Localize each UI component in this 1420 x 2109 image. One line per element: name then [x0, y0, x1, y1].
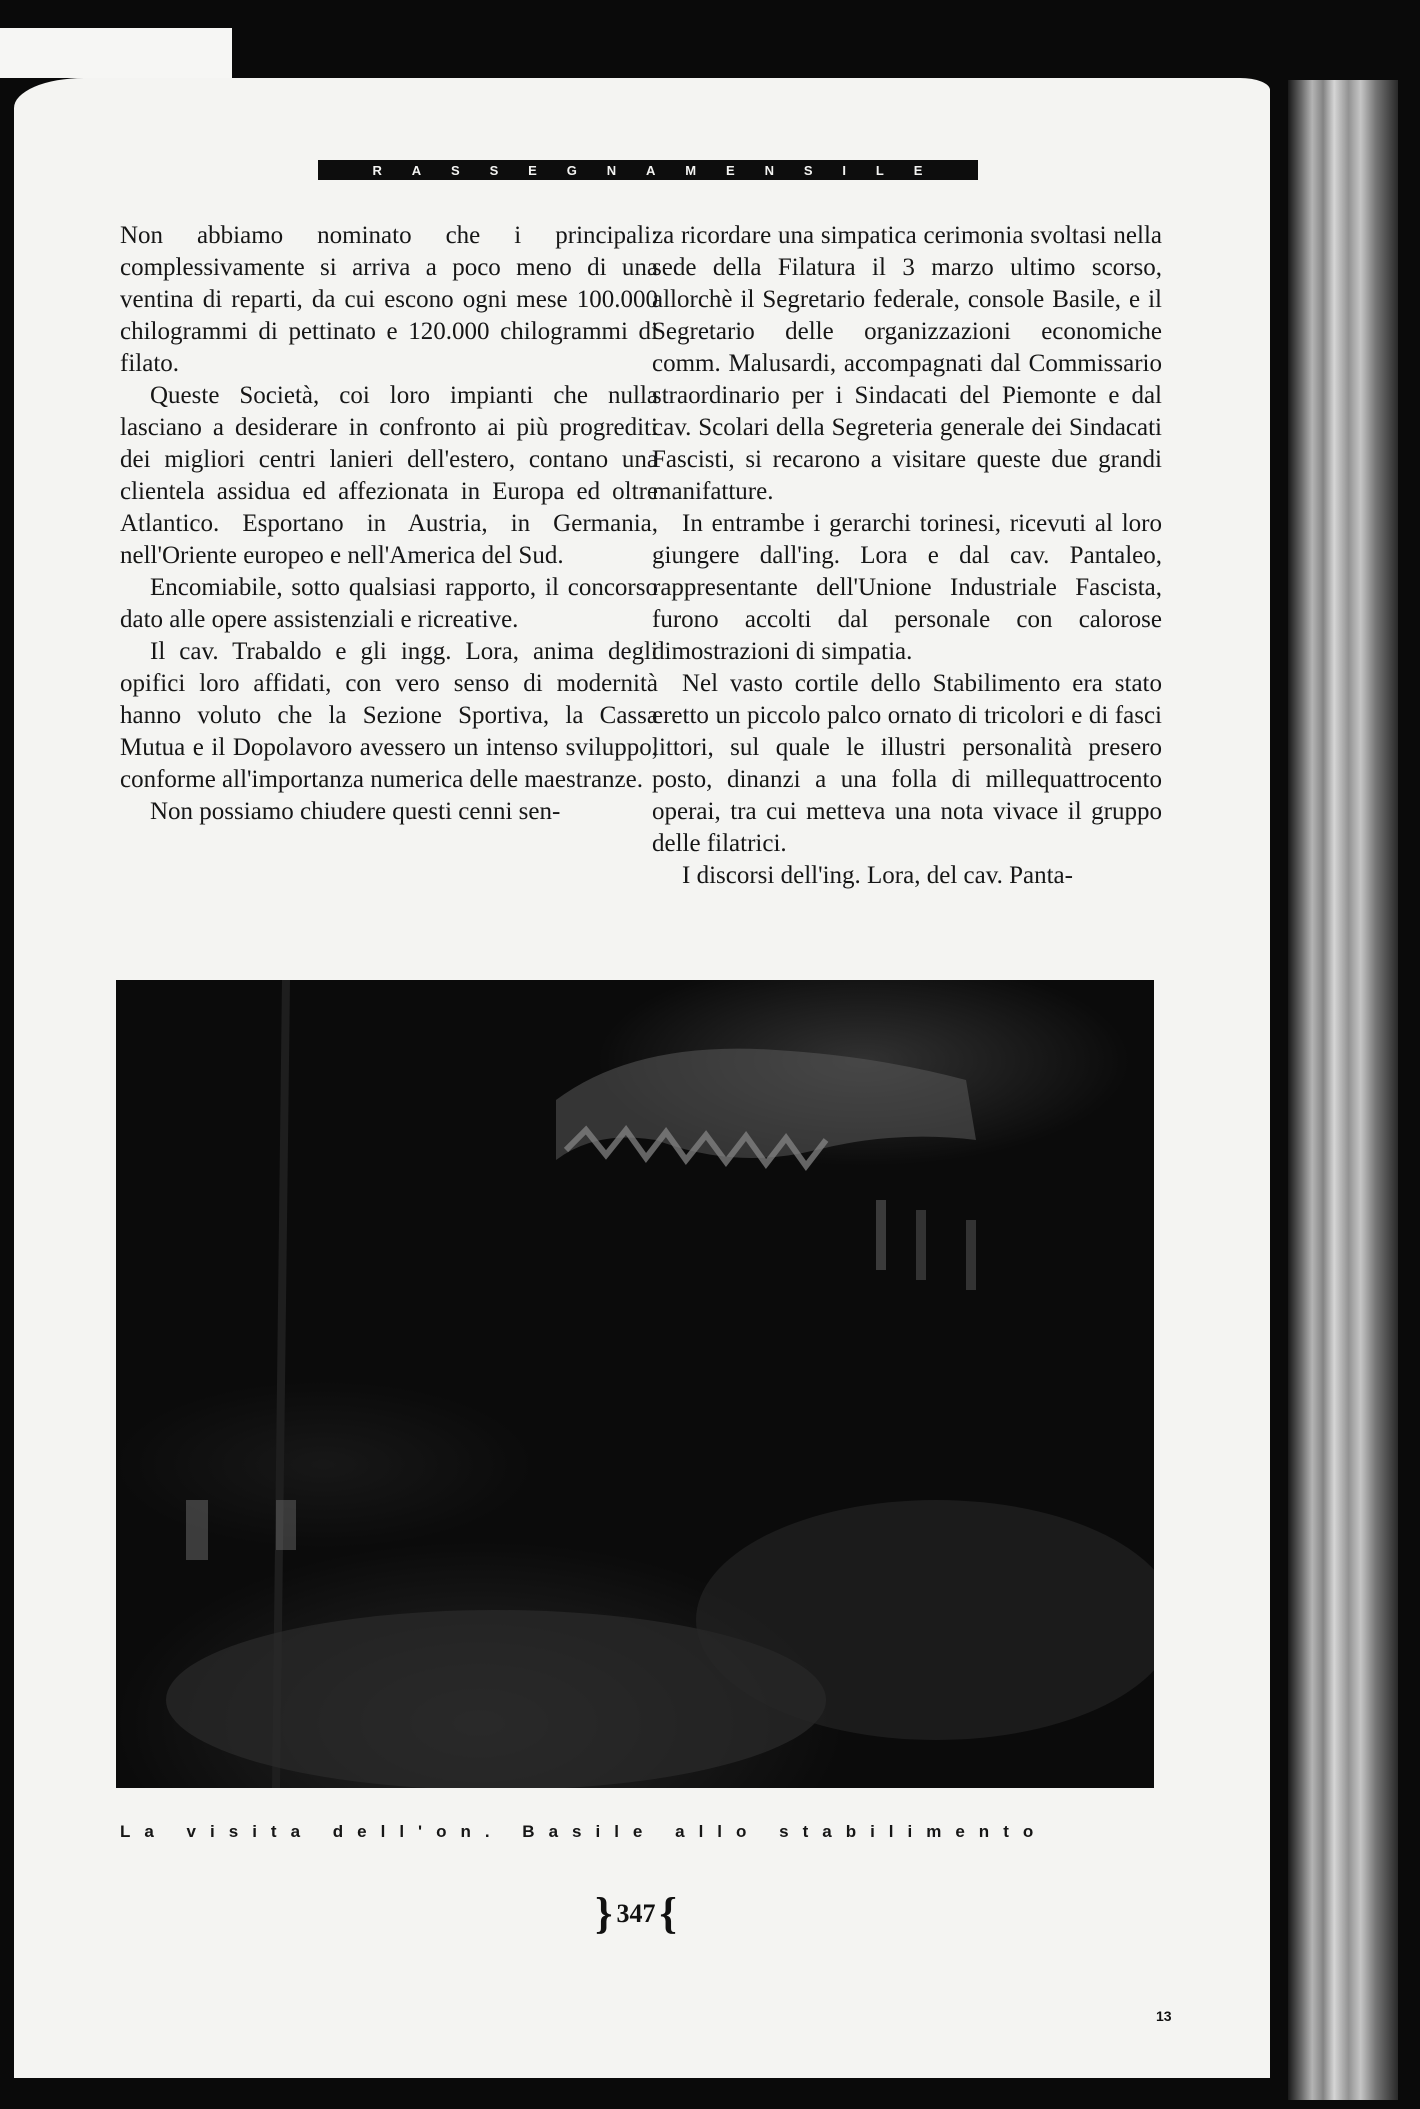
- running-head: [318, 160, 978, 180]
- running-head-letter: E: [528, 162, 538, 178]
- running-head-letter: A: [645, 162, 657, 178]
- right-text-column: [652, 220, 1162, 892]
- paragraph: Queste Società, coi loro impianti che nulla lasciano a desiderare in confronto ai più progrediti dei migliori centri lanieri dell'estero, contano una clientela assidua ed affezionata in Europa ed oltre Atlantico. Esportano in Austria, in Germania, nell'Oriente europeo e nell'America del Sud.: [120, 382, 658, 569]
- figure: [186, 1500, 208, 1560]
- running-head-letter: E: [726, 162, 736, 178]
- left-brace-ornament: }: [595, 1889, 613, 1938]
- paragraph: In entrambe i gerarchi torinesi, ricevuti al loro giungere dall'ing. Lora e dal cav. Pantaleo, rappresentante dell'Unione Industriale Fascista, furono accolti dal personale con calorose dimostrazioni di simpatia.: [652, 510, 1162, 665]
- paragraph: Encomiabile, sotto qualsiasi rapporto, il concorso dato alle opere assistenziali e ricreative.: [120, 574, 658, 633]
- paragraph: Il cav. Trabaldo e gli ingg. Lora, anima degli opifici loro affidati, con vero senso di modernità hanno voluto che la Sezione Sportiva, la Cassa Mutua e il Dopolavoro avessero un intenso sviluppo, conforme all'importanza numerica delle maestranze.: [120, 638, 658, 793]
- figure: [276, 1500, 296, 1550]
- flag: [916, 1210, 926, 1280]
- book-spine-edge: [1288, 80, 1398, 2100]
- flag: [966, 1220, 976, 1290]
- photo-caption: La visita dell'on. Basile allo stabilimento: [120, 1822, 1048, 1841]
- running-head-letter: I: [842, 162, 848, 178]
- running-head-letter: R: [372, 162, 383, 178]
- running-head-letter: A: [411, 162, 423, 178]
- running-head-letter: S: [451, 162, 461, 178]
- running-head-letter: N: [764, 162, 775, 178]
- running-head-letter: S: [489, 162, 500, 178]
- running-head-letter: S: [803, 162, 814, 178]
- paragraph: Non abbiamo nominato che i principali: complessivamente si arriva a poco meno di una ventina di reparti, da cui escono ogni mese 100.000 chilogrammi di pettinato e 120.000 chilogrammi di filato.: [120, 222, 658, 377]
- paragraph: I discorsi dell'ing. Lora, del cav. Panta-: [682, 862, 1073, 889]
- running-head-letter: L: [875, 162, 885, 178]
- crowd: [696, 1500, 1154, 1740]
- page-number: 347: [616, 1899, 656, 1928]
- running-head-letter: N: [606, 162, 618, 178]
- left-text-column: [120, 220, 658, 828]
- signature-mark: 13: [1156, 2008, 1172, 2024]
- ceremony-photograph: [116, 980, 1154, 1788]
- scan-edge-tab: [0, 28, 232, 78]
- paragraph: Nel vasto cortile dello Stabilimento era stato eretto un piccolo palco ornato di tricolori e di fasci littori, sul quale le illustri personalità presero posto, dinanzi a una folla di millequattrocento operai, tra cui metteva una nota vivace il gruppo delle filatrici.: [652, 670, 1162, 857]
- paragraph: za ricordare una simpatica cerimonia svoltasi nella sede della Filatura il 3 marzo ultimo scorso, allorchè il Segretario federale, console Basile, e il Segretario delle organizzazioni economiche comm. Malusardi, accompagnati dal Commissario straordinario per i Sindacati del Piemonte e dal cav. Scolari della Segreteria generale dei Sindacati Fascisti, si recarono a visitare queste due grandi manifatture.: [652, 222, 1162, 505]
- photo-scene: [116, 980, 1154, 1788]
- page-number-block: [566, 1886, 706, 1942]
- paragraph: Non possiamo chiudere questi cenni sen-: [150, 798, 561, 825]
- flag: [876, 1200, 886, 1270]
- running-head-letter: G: [566, 162, 578, 178]
- running-head-letter: E: [913, 162, 924, 178]
- running-head-letter: M: [685, 162, 698, 178]
- right-brace-ornament: {: [659, 1889, 677, 1938]
